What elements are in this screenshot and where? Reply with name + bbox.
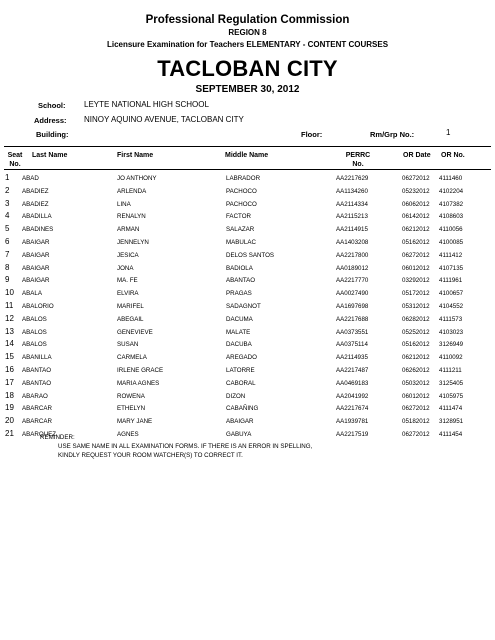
- reminder-line-2: KINDLY REQUEST YOUR ROOM WATCHER(S) TO CORRECT IT.: [58, 452, 243, 459]
- cell-or-no: 4107382: [439, 200, 464, 208]
- cell-first: MARY JANE: [117, 418, 153, 426]
- cell-seat: 14: [5, 339, 14, 349]
- cell-seat: 3: [5, 198, 10, 208]
- col-or-no: OR No.: [441, 152, 465, 159]
- cell-perrc: AA2041992: [336, 392, 369, 400]
- cell-perrc: AA1403208: [336, 239, 369, 246]
- cell-or-date: 05182012: [402, 418, 430, 426]
- table-row: [0, 313, 495, 326]
- cell-perrc: AA2114334: [336, 200, 368, 208]
- table-row: [0, 249, 495, 262]
- cell-last: ABAIGAR: [22, 264, 50, 272]
- exam-date: SEPTEMBER 30, 2012: [195, 84, 300, 95]
- cell-seat: 11: [5, 301, 14, 310]
- cell-last: ABALORIO: [22, 303, 54, 310]
- cell-seat: 4: [5, 211, 10, 221]
- cell-middle: ABAIGAR: [226, 418, 254, 426]
- cell-middle: SADAGNOT: [226, 303, 261, 310]
- table-row: [0, 185, 495, 198]
- reminder-line-1: USE SAME NAME IN ALL EXAMINATION FORMS. IF THERE IS AN ERROR IN SPELLING,: [58, 443, 313, 450]
- cell-or-no: 4103023: [439, 328, 464, 336]
- cell-or-no: 4102204: [439, 187, 464, 195]
- table-row: [0, 300, 495, 313]
- table-row: [0, 415, 495, 428]
- cell-middle: BADIOLA: [226, 264, 253, 272]
- cell-seat: 7: [5, 249, 10, 259]
- cell-or-date: 05162012: [402, 239, 430, 246]
- cell-seat: 16: [5, 365, 14, 374]
- cell-middle: DELOS SANTOS: [226, 251, 275, 259]
- table-row: [0, 172, 495, 185]
- cell-first: RENALYN: [117, 213, 146, 221]
- cell-first: JESICA: [117, 251, 139, 259]
- organization-title: Professional Regulation Commission: [145, 14, 350, 26]
- cell-or-date: 06272012: [402, 431, 430, 438]
- cell-or-date: 06272012: [402, 405, 430, 413]
- cell-middle: SALAZAR: [226, 226, 255, 234]
- cell-last: ABADIEZ: [22, 187, 49, 195]
- cell-last: ABAIGAR: [22, 239, 50, 246]
- cell-first: IRLENE GRACE: [117, 367, 164, 374]
- table-row: [0, 390, 495, 403]
- table-row: [0, 326, 495, 339]
- cell-or-date: 06282012: [402, 315, 430, 323]
- cell-seat: 21: [5, 429, 14, 438]
- school-value: LEYTE NATIONAL HIGH SCHOOL: [84, 100, 209, 109]
- reminder-title: REMINDER:: [40, 434, 75, 441]
- cell-or-date: 06272012: [402, 251, 430, 259]
- col-seat: Seat: [7, 152, 23, 159]
- cell-middle: MALATE: [226, 328, 251, 336]
- cell-middle: GABUYA: [226, 431, 252, 438]
- col-seat-no: No.: [9, 161, 21, 168]
- table-row: [0, 287, 495, 300]
- cell-first: SUSAN: [117, 341, 139, 349]
- cell-last: ABAIGAR: [22, 277, 50, 285]
- table-row: [0, 236, 495, 249]
- cell-seat: 15: [5, 352, 14, 362]
- table-row: [0, 351, 495, 364]
- cell-middle: PACHOCO: [226, 200, 257, 208]
- cell-last: ABALOS: [22, 315, 47, 323]
- cell-first: ROWENA: [117, 392, 145, 400]
- table-row: [0, 377, 495, 390]
- room-label: Rm/Grp No.:: [370, 130, 415, 139]
- cell-first: AGNES: [117, 431, 139, 438]
- col-or-date: OR Date: [403, 152, 431, 159]
- cell-middle: PRAGAS: [226, 290, 252, 298]
- cell-or-no: 3125405: [439, 379, 464, 387]
- col-perrc: PERRC: [345, 152, 371, 159]
- table-row: [0, 364, 495, 377]
- cell-last: ABANTAO: [22, 367, 52, 374]
- cell-last: ABALOS: [22, 341, 47, 349]
- cell-last: ABADILLA: [22, 213, 52, 221]
- col-perrc-no: No.: [352, 161, 364, 168]
- cell-middle: LATORRE: [226, 367, 255, 374]
- cell-seat: 17: [5, 377, 14, 387]
- cell-or-date: 05252012: [402, 328, 430, 336]
- col-last-name: Last Name: [32, 152, 68, 159]
- cell-or-date: 06142012: [402, 213, 430, 221]
- cell-or-no: 4100657: [439, 290, 464, 298]
- header-top-rule: [4, 146, 491, 147]
- cell-perrc: AA0469183: [336, 379, 369, 387]
- city-title: TACLOBAN CITY: [157, 56, 338, 81]
- cell-or-date: 06012012: [402, 264, 430, 272]
- col-first-name: First Name: [117, 152, 154, 159]
- cell-middle: DIZON: [226, 392, 246, 400]
- cell-perrc: AA0189012: [336, 264, 369, 272]
- cell-perrc: AA2115213: [336, 213, 368, 221]
- cell-or-date: 06012012: [402, 392, 430, 400]
- cell-or-no: 4111211: [439, 367, 462, 374]
- cell-or-date: 06212012: [402, 354, 430, 362]
- cell-perrc: AA2217629: [336, 175, 369, 182]
- cell-seat: 8: [5, 262, 10, 272]
- floor-label: Floor:: [301, 130, 323, 139]
- cell-first: CARMELA: [117, 354, 147, 362]
- cell-middle: DACUMA: [226, 315, 253, 323]
- cell-last: ABALOS: [22, 328, 47, 336]
- cell-or-date: 05162012: [402, 341, 430, 349]
- cell-first: JONA: [117, 264, 134, 272]
- cell-or-date: 06272012: [402, 175, 430, 182]
- cell-first: ARMAN: [117, 226, 140, 234]
- cell-first: MARIA AGNES: [117, 379, 160, 387]
- cell-first: MA. FE: [117, 277, 138, 285]
- cell-middle: FACTOR: [226, 213, 251, 221]
- cell-seat: 10: [5, 288, 14, 298]
- cell-first: ARLENDA: [117, 187, 147, 195]
- cell-middle: PACHOCO: [226, 187, 257, 195]
- cell-perrc: AA2217688: [336, 315, 369, 323]
- cell-perrc: AA2217770: [336, 277, 369, 285]
- cell-first: LINA: [117, 200, 131, 208]
- cell-perrc: AA2217519: [336, 431, 369, 438]
- cell-middle: DACUBA: [226, 341, 252, 349]
- cell-seat: 6: [5, 237, 10, 246]
- cell-seat: 19: [5, 403, 14, 413]
- header-bottom-rule: [4, 169, 491, 170]
- cell-last: ABAD: [22, 175, 39, 182]
- cell-seat: 2: [5, 185, 10, 195]
- cell-first: GENEVIEVE: [117, 328, 153, 336]
- table-row: [0, 338, 495, 351]
- cell-last: ABADINES: [22, 226, 54, 234]
- school-label: School:: [38, 101, 66, 110]
- cell-middle: MABULAC: [226, 239, 256, 246]
- cell-first: MARIFEL: [117, 303, 144, 310]
- cell-or-date: 06262012: [402, 367, 430, 374]
- cell-middle: ABANTAO: [226, 277, 256, 285]
- cell-last: ABANTAO: [22, 379, 52, 387]
- cell-perrc: AA2217800: [336, 251, 369, 259]
- cell-last: ABARCAR: [22, 405, 52, 413]
- table-row: [0, 210, 495, 223]
- cell-or-no: 4107135: [439, 264, 464, 272]
- cell-or-no: 4111454: [439, 431, 463, 438]
- cell-first: ABEGAIL: [117, 315, 144, 323]
- table-row: [0, 402, 495, 415]
- cell-or-date: 03292012: [402, 277, 430, 285]
- cell-last: ABARCAR: [22, 418, 52, 426]
- cell-or-no: 4110056: [439, 226, 463, 234]
- cell-last: ABANILLA: [22, 354, 52, 362]
- table-row: [0, 274, 495, 287]
- cell-perrc: AA1134260: [336, 187, 368, 195]
- cell-seat: 18: [5, 390, 14, 400]
- cell-perrc: AA0375114: [336, 341, 368, 349]
- cell-or-no: 4105975: [439, 392, 464, 400]
- cell-middle: AREGADO: [226, 354, 257, 362]
- cell-perrc: AA2217674: [336, 405, 369, 413]
- cell-seat: 13: [5, 326, 14, 336]
- cell-last: ABALA: [22, 290, 42, 298]
- cell-last: ABAIGAR: [22, 251, 50, 259]
- cell-or-date: 06212012: [402, 226, 430, 234]
- cell-or-no: 3126949: [439, 341, 464, 349]
- cell-perrc: AA2114935: [336, 354, 368, 362]
- cell-or-date: 05312012: [402, 303, 430, 310]
- cell-or-no: 4110092: [439, 354, 463, 362]
- table-row: [0, 198, 495, 211]
- table-row: [0, 223, 495, 236]
- cell-or-no: 4100085: [439, 239, 464, 246]
- cell-perrc: AA2217487: [336, 367, 369, 374]
- cell-last: ABADIEZ: [22, 200, 49, 208]
- cell-seat: 1: [5, 173, 10, 182]
- address-value: NINOY AQUINO AVENUE, TACLOBAN CITY: [84, 115, 244, 124]
- col-middle-name: Middle Name: [225, 152, 269, 159]
- room-value: 1: [446, 128, 451, 137]
- cell-first: ETHELYN: [117, 405, 146, 413]
- cell-first: JENNELYN: [117, 239, 149, 246]
- cell-or-date: 05172012: [402, 290, 430, 298]
- cell-first: ELVIRA: [117, 290, 139, 298]
- cell-seat: 9: [5, 275, 10, 285]
- address-label: Address:: [34, 116, 67, 125]
- cell-last: ABARAO: [22, 392, 48, 400]
- cell-first: JO ANTHONY: [117, 175, 157, 182]
- cell-or-no: 4111961: [439, 277, 463, 285]
- cell-or-no: 4108603: [439, 213, 464, 221]
- cell-or-no: 4111573: [439, 315, 463, 323]
- cell-or-date: 06062012: [402, 200, 430, 208]
- cell-or-no: 3128951: [439, 418, 464, 426]
- cell-perrc: AA0027490: [336, 290, 369, 298]
- cell-middle: LABRADOR: [226, 175, 261, 182]
- cell-or-date: 05232012: [402, 187, 430, 195]
- cell-middle: CABAÑING: [226, 405, 259, 413]
- exam-title: Licensure Examination for Teachers ELEMENTARY - CONTENT COURSES: [106, 40, 389, 49]
- cell-perrc: AA1939781: [336, 418, 369, 426]
- cell-middle: CABORAL: [226, 379, 256, 387]
- cell-or-no: 4111474: [439, 405, 463, 413]
- cell-perrc: AA1697698: [336, 303, 369, 310]
- cell-seat: 20: [5, 416, 14, 426]
- cell-or-date: 05032012: [402, 379, 430, 387]
- table-row: [0, 262, 495, 275]
- cell-last: ABARQUEZ: [22, 431, 57, 438]
- building-label: Building:: [36, 130, 69, 139]
- cell-seat: 5: [5, 224, 10, 234]
- cell-or-no: 4111460: [439, 175, 463, 182]
- cell-seat: 12: [5, 313, 14, 323]
- region-label: REGION 8: [228, 28, 267, 37]
- cell-or-no: 4104552: [439, 303, 464, 310]
- cell-or-no: 4111412: [439, 251, 463, 259]
- cell-perrc: AA2114915: [336, 226, 368, 234]
- cell-perrc: AA0373551: [336, 328, 369, 336]
